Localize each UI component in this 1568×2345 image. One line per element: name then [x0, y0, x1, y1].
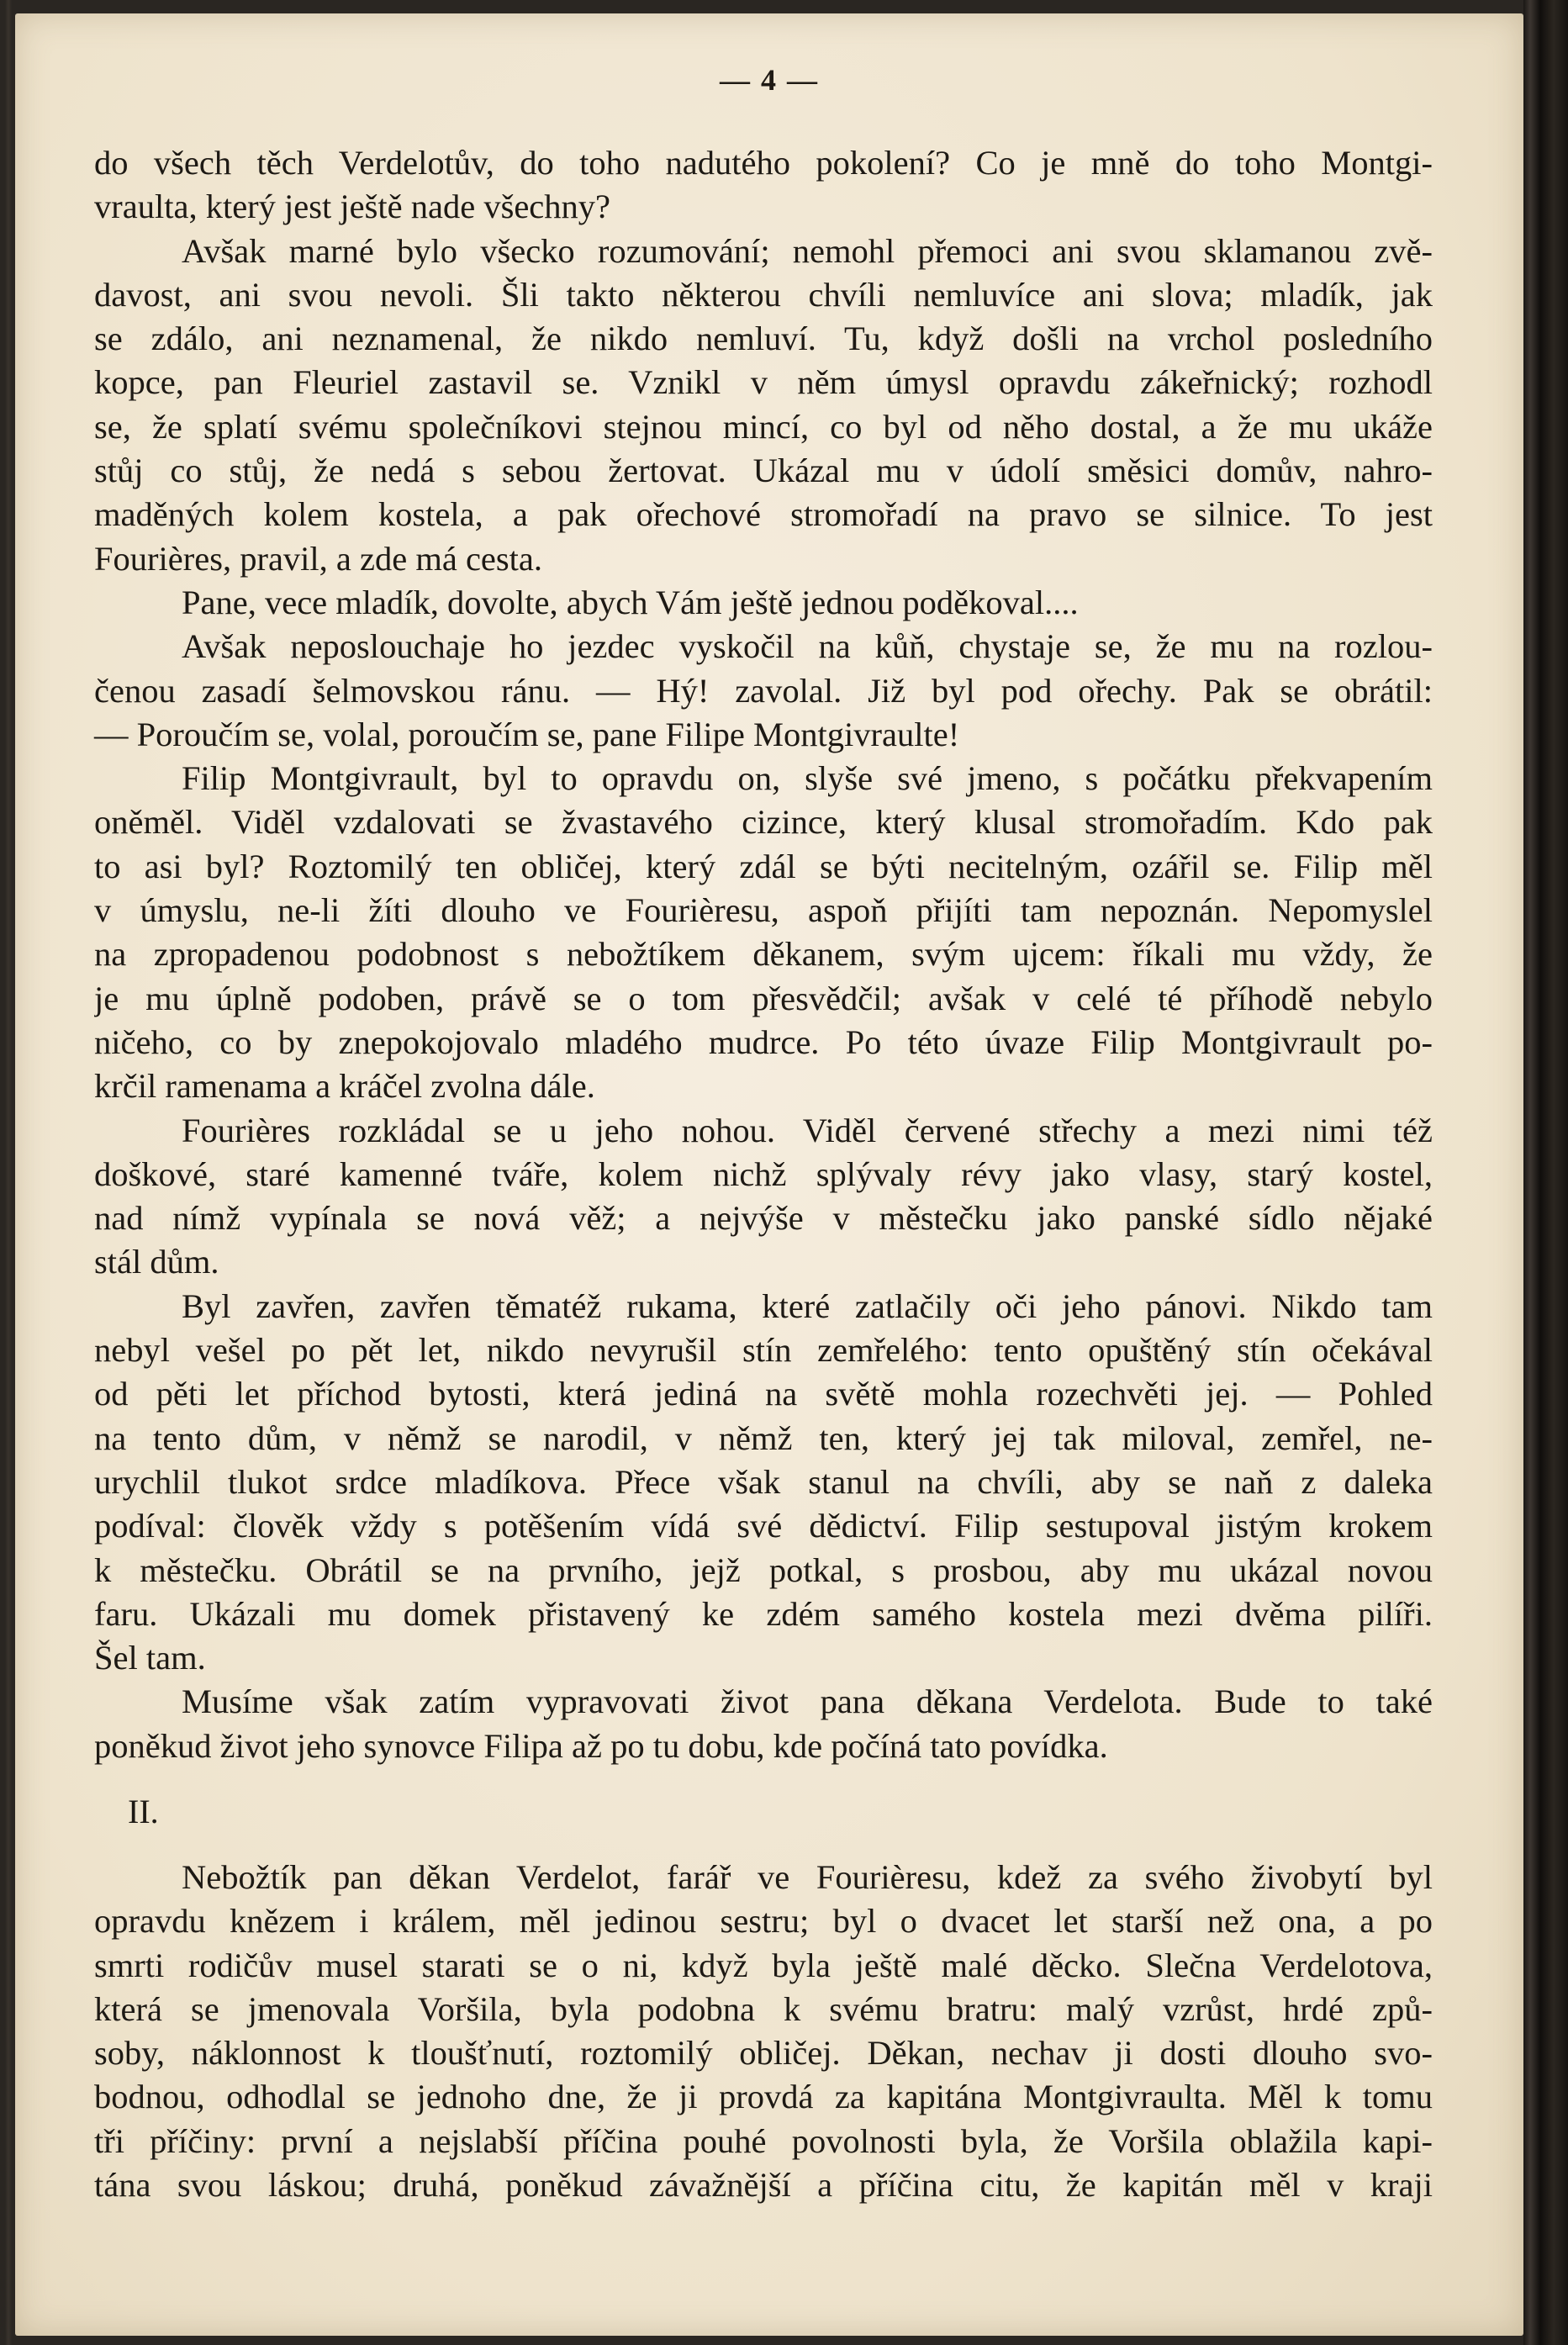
text-line: Avšak marné bylo všecko rozumování; nemohl přemoci ani svou sklamanou zvě- — [182, 231, 1433, 270]
text-line: Byl zavřen, zavřen těmatéž rukama, které zatlačily oči jeho pánovi. Nikdo tam — [182, 1286, 1433, 1325]
text-line: ničeho, co by znepokojovalo mladého mudrce. Po této úvaze Filip Montgivrault po- — [94, 1022, 1433, 1061]
text-line: bodnou, odhodlal se jednoho dne, že ji provdá za kapitána Montgivraulta. Měl k tomu — [94, 2078, 1433, 2116]
text-line: v úmyslu, ne-li žíti dlouho ve Fourièresu, aspoň přijíti tam nepoznán. Nepomyslel — [94, 891, 1433, 930]
text-line: na tento dům, v němž se narodil, v němž ten, který jej tak miloval, zemřel, ne- — [94, 1418, 1433, 1457]
book-page — [15, 13, 1523, 2336]
text-line: nad nímž vypínala se nová věž; a nejvýše v městečku jako panské sídlo nějaké — [94, 1199, 1433, 1238]
text-line: se zdálo, ani neznamenal, že nikdo nemluví. Tu, když došli na vrchol posledního — [94, 320, 1433, 358]
text-line: smrti rodičův musel starati se o ni, když byla ještě malé děcko. Slečna Verdelotova, — [94, 1946, 1433, 1984]
text-line: se, že splatí svému společníkovi stejnou mincí, co byl od něho dostal, a že mu ukáže — [94, 407, 1433, 446]
text-line: Pane, vece mladík, dovolte, abych Vám ještě jednou poděkoval.... — [182, 583, 1079, 621]
text-line: na zpropadenou podobnost s nebožtíkem děkanem, svým ujcem: říkali mu vždy, že — [94, 935, 1433, 974]
text-line: — Poroučím se, volal, poroučím se, pane Filipe Montgivraulte! — [94, 715, 960, 753]
text-line: davost, ani svou nevoli. Šli takto některou chvíli nemluvíce ani slova; mladík, jak — [94, 275, 1433, 314]
text-line: Avšak neposlouchaje ho jezdec vyskočil na kůň, chystaje se, že mu na rozlou- — [182, 627, 1433, 666]
text-line: stál dům. — [94, 1243, 219, 1281]
text-line: maděných kolem kostela, a pak ořechové stromořadí na pravo se silnice. To jest — [94, 495, 1433, 534]
text-line: nebyl vešel po pět let, nikdo nevyrušil stín zemřelého: tento opuštěný stín očekával — [94, 1331, 1433, 1370]
text-line: vraulta, který jest ještě nade všechny? — [94, 187, 611, 226]
text-line: která se jmenovala Voršila, byla podobna k svému bratru: malý vzrůst, hrdé způ- — [94, 1989, 1433, 2028]
text-line: kopce, pan Fleuriel zastavil se. Vznikl v něm úmysl opravdu zákeřnický; rozhodl — [94, 363, 1433, 402]
text-line: do všech těch Verdelotův, do toho nadutého pokolení? Co je mně do toho Montgi- — [94, 144, 1433, 182]
text-line: od pěti let příchod bytosti, která jediná na světě mohla rozechvěti jej. — Pohled — [94, 1375, 1433, 1413]
text-line: Nebožtík pan děkan Verdelot, farář ve Fourièresu, kdež za svého živobytí byl — [182, 1857, 1433, 1896]
section-heading: II. — [128, 1792, 159, 1830]
book-spine-edge — [1523, 0, 1568, 2345]
text-line: Filip Montgivrault, byl to opravdu on, slyše své jmeno, s počátku překvapením — [182, 759, 1433, 798]
text-line: to asi byl? Roztomilý ten obličej, který zdál se býti necitelným, ozářil se. Filip měl — [94, 847, 1433, 885]
text-line: Fourières, pravil, a zde má cesta. — [94, 539, 543, 578]
text-line: podíval: člověk vždy s potěšením vídá své dědictví. Filip sestupoval jistým krokem — [94, 1507, 1433, 1545]
page-number: — 4 — — [720, 63, 819, 97]
text-line: poněkud život jeho synovce Filipa až po tu dobu, kde počíná tato povídka. — [94, 1726, 1108, 1765]
text-line: doškové, staré kamenné tváře, kolem nichž splývaly révy jako vlasy, starý kostel, — [94, 1154, 1433, 1193]
text-line: urychlil tlukot srdce mladíkova. Přece však stanul na chvíli, aby se naň z daleka — [94, 1462, 1433, 1501]
text-line: je mu úplně podoben, právě se o tom přesvědčil; avšak v celé té příhodě nebylo — [94, 979, 1433, 1017]
text-line: tána svou láskou; druhá, poněkud závažnější a příčina citu, že kapitán měl v kraji — [94, 2166, 1433, 2205]
text-line: oněměl. Viděl vzdalovati se žvastavého cizince, který klusal stromořadím. Kdo pak — [94, 803, 1433, 842]
text-line: k městečku. Obrátil se na prvního, jejž potkal, s prosbou, aby mu ukázal novou — [94, 1550, 1433, 1589]
text-line: soby, náklonnost k tloušťnutí, roztomilý obličej. Děkan, nechav ji dosti dlouho svo- — [94, 2034, 1433, 2073]
text-line: stůj co stůj, že nedá s sebou žertovat. Ukázal mu v údolí směsici domův, nahro- — [94, 452, 1433, 490]
text-line: Šel tam. — [94, 1639, 206, 1677]
text-line: čenou zasadí šelmovskou ránu. — Hý! zavolal. Již byl pod ořechy. Pak se obrátil: — [94, 671, 1433, 710]
text-line: faru. Ukázali mu domek přistavený ke zdém samého kostela mezi dvěma pilíři. — [94, 1594, 1433, 1633]
text-line: tři příčiny: první a nejslabší příčina pouhé povolnosti byla, že Voršila oblažila kapi- — [94, 2121, 1433, 2160]
text-line: Musíme však zatím vypravovati život pana děkana Verdelota. Bude to také — [182, 1682, 1433, 1721]
text-line: krčil ramenama a kráčel zvolna dále. — [94, 1067, 595, 1106]
text-line: opravdu knězem i králem, měl jedinou sestru; byl o dvacet let starší než ona, a po — [94, 1902, 1433, 1941]
body-text — [94, 141, 1433, 2207]
text-line: Fourières rozkládal se u jeho nohou. Viděl červené střechy a mezi nimi též — [182, 1111, 1433, 1149]
